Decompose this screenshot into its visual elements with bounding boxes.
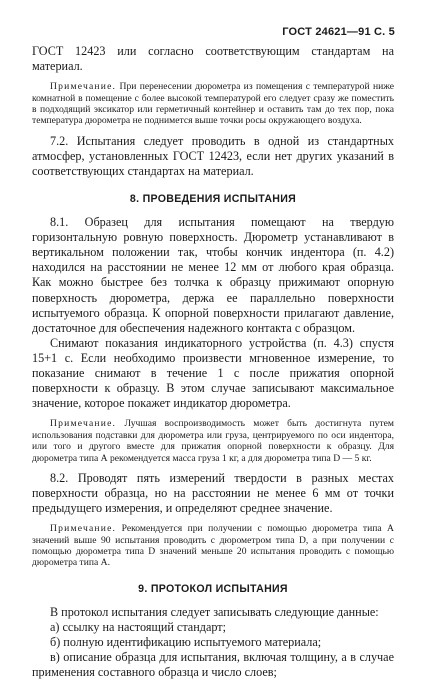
note-label: Примечание. [50,81,117,93]
note-text: При перенесении дюрометра из помещения с температурой ниже комнатной в помещение с более высокой температурой его следует сразу же поместить в подходящий эксикатор или герметичный контейнер и оставить там до тех пор, пока температура дюрометра не поднимется выше точки росы окружающего воздуха. [32,81,394,127]
paragraph-7-2: 7.2. Испытания следует проводить в одной из стандартных атмосфер, установленных ГОСТ 12423, если нет других указаний в соответствующих стандартах на материал. [32,133,394,178]
note-text: Лучшая воспроизводимость может быть достигнута путем использования подставки для дюрометра или груза, центрируемого по оси индентора, или того и другого вместе для прижатия опорной поверхности к образцу. Для дюрометра типа А рекомендуется масса груза 1 кг, а для дюрометра типа D — 5 кг. [32,418,394,464]
note-label: Примечание. [50,523,117,535]
paragraph-continuation: ГОСТ 12423 или согласно соответствующим стандартам на материал. [32,44,394,74]
paragraph-8-2: 8.2. Проводят пять измерений твердости в разных местах поверхности образца, но на расстоянии не менее 6 мм от точки предыдущего измерения, и определяют среднее значение. [32,470,394,516]
note-condensation [32,81,394,127]
note-reproducibility [32,418,394,464]
section-heading-9: 9. ПРОТОКОЛ ИСПЫТАНИЯ [138,582,288,595]
page-content [32,44,394,680]
note-text: Рекомендуется при получении с помощью дюрометра типа А значений выше 90 испытания проводить с дюрометром типа D, а при получении с помощью дюрометра типа D значений меньше 20 испытания проводить с помощью дюрометра типа А. [32,523,394,569]
list-item: в) описание образца для испытания, включая толщину, а в случае применения составного образца и число слоев; [32,650,394,680]
note-durometer-type [32,523,394,569]
list-item: а) ссылку на настоящий стандарт; [50,619,226,634]
paragraph-readings: Снимают показания индикаторного устройства (п. 4.3) спустя 15+1 с. Если необходимо произвести мгновенное измерение, то показание снимают в течение 1 с после прижатия опорной поверхности к образцу. В этом случае записывают максимальное значение, которое покажет индикатор дюрометра. [32,335,394,411]
paragraph-8-1: 8.1. Образец для испытания помещают на твердую горизонтальную ровную поверхность. Дюрометр устанавливают в вертикальном положении так, чтобы кончик индентора (п. 4.2) находился на расстоянии не менее 12 мм от любого края образца. Как можно быстрее без толчка к образцу прижимают опорную поверхность дюрометра, держа ее параллельно поверхности испытуемого образца. К опорной поверхности прилагают давление, достаточное для обеспечения надежного контакта с образцом. [32,215,394,335]
section-heading-8: 8. ПРОВЕДЕНИЯ ИСПЫТАНИЯ [129,193,297,206]
paragraph-9-intro: В протокол испытания следует записывать следующие данные: [50,604,379,619]
page-header: ГОСТ 24621—91 С. 5 [282,26,395,38]
note-label: Примечание. [50,418,117,430]
list-item: б) полную идентификацию испытуемого материала; [50,635,322,650]
